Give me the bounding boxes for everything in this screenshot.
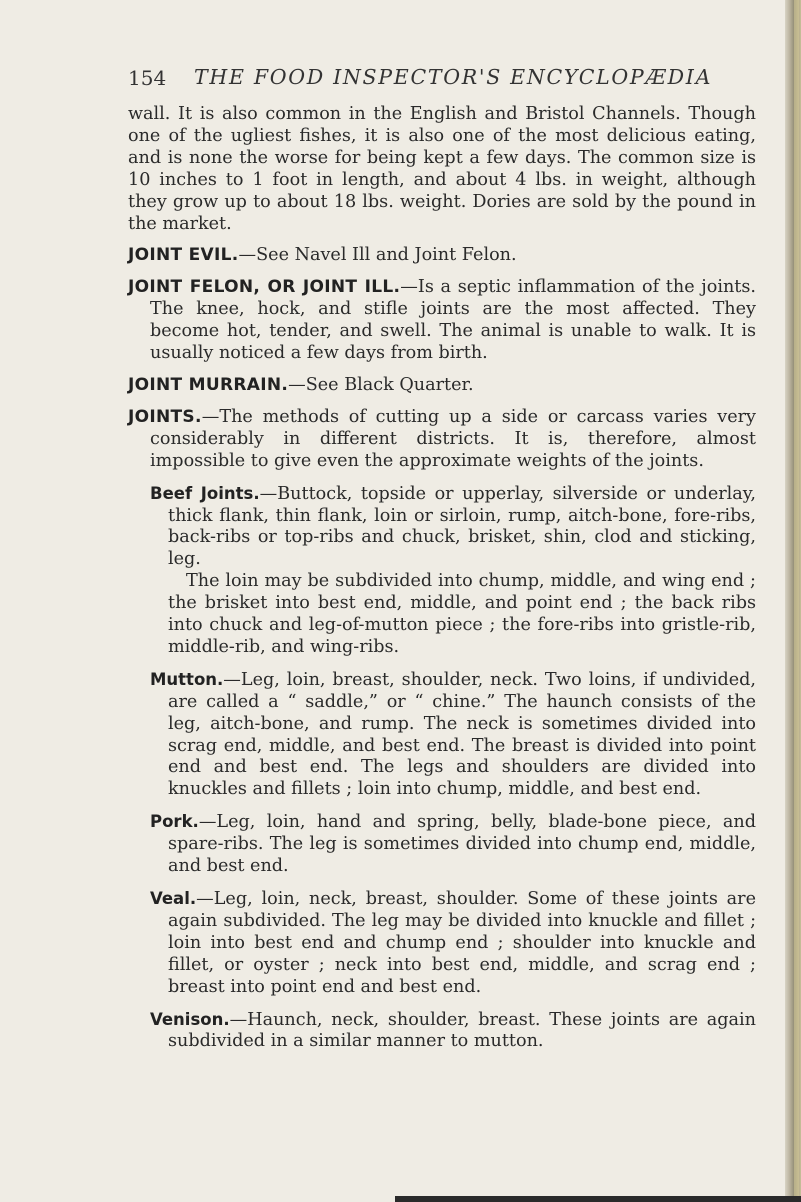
subentry-term: Mutton. [150,669,224,689]
entry-joint-felon [128,277,756,365]
entry-term: JOINT FELON, OR JOINT ILL. [128,277,401,298]
subentry-veal [150,888,756,999]
entry-text: wall. It is also common in the English and Bristol Channels. Though one of the ugliest fishes, it is also one of the most delicious eating, and is none the worse for being kept a few days. The common size is 10 inches to 1 foot in length, and about 4 lbs. in weight, although they grow up to about 18 lbs. weight. Dories are sold by the pound in the market. [128,104,756,234]
subentry-term: Pork. [150,812,199,832]
subentry-beef-continued [150,571,756,659]
bottom-rule [395,1196,801,1202]
entry-joint-murrain [128,375,756,397]
subentry-text: —Leg, loin, hand and spring, belly, blade-bone piece, and spare-ribs. The leg is sometimes divided into chump end, middle, and best end. [168,812,756,877]
page-number: 154 [128,66,167,90]
entry-text: —See Navel Ill and Joint Felon. [238,245,517,266]
subentry-text: —Haunch, neck, shoulder, breast. These joints are again subdivided in a similar manner to mutton. [168,1009,756,1052]
entry-text: —The methods of cutting up a side or carcass varies very considerably in different districts. It is, therefore, almost impossible to give even the approximate weights of the joints. [150,406,756,471]
page-header [128,60,748,94]
entry-joints [128,407,756,473]
entry-text: —Is a septic inflammation of the joints. The knee, hock, and stifle joints are the most affected. They become hot, tender, and swell. The animal is unable to walk. It is usually noticed a few days from birth. [150,277,756,364]
running-head: THE FOOD INSPECTOR'S ENCYCLOPÆDIA [194,65,713,89]
subentry-text: The loin may be subdivided into chump, middle, and wing end ; the brisket into best end, middle, and point end ; the back ribs into chuck and leg-of-mutton piece ; the fore-ribs into gristle-rib, middle-rib, and wing-ribs. [168,571,756,657]
joints-subentries [128,483,756,1054]
subentry-mutton [150,669,756,801]
subentry-pork [150,811,756,878]
subentry-text: —Leg, loin, neck, breast, shoulder. Some of these joints are again subdivided. The leg may be divided into knuckle and fillet ; loin into best end and chump end ; shoulder into knuckle and fillet, or oyster ; neck into best end, middle, and scrag end ; breast into point end and best end. [168,889,756,997]
entry-joint-evil [128,245,756,267]
entry-term: JOINTS. [128,406,202,427]
subentry-venison [150,1009,756,1054]
subentry-term: Beef Joints. [150,483,260,503]
page-body [128,104,756,1053]
entry-text: —See Black Quarter. [288,374,474,395]
page-edge-shadow [785,0,801,1202]
subentry-term: Venison. [150,1009,230,1029]
subentry-beef [150,483,756,572]
entry-dory-continuation [128,104,756,235]
entry-term: JOINT MURRAIN. [128,374,289,395]
entry-term: JOINT EVIL. [128,245,239,266]
subentry-text: —Buttock, topside or upperlay, silverside or underlay, thick flank, thin flank, loin or sirloin, rump, aitch-bone, fore-ribs, back-ribs or top-ribs and chuck, brisket, shin, clod and sticking, leg. [168,483,756,570]
subentry-text: —Leg, loin, breast, shoulder, neck. Two loins, if undivided, are called a “ saddle,” or “ chine.” The haunch consists of the leg, aitch-bone, and rump. The neck is sometimes divided into scrag end, middle, and best end. The breast is divided into point end and best end. The legs and shoulders are divided into knuckles and fillets ; loin into chump, middle, and best end. [168,669,756,800]
subentry-term: Veal. [150,889,197,908]
